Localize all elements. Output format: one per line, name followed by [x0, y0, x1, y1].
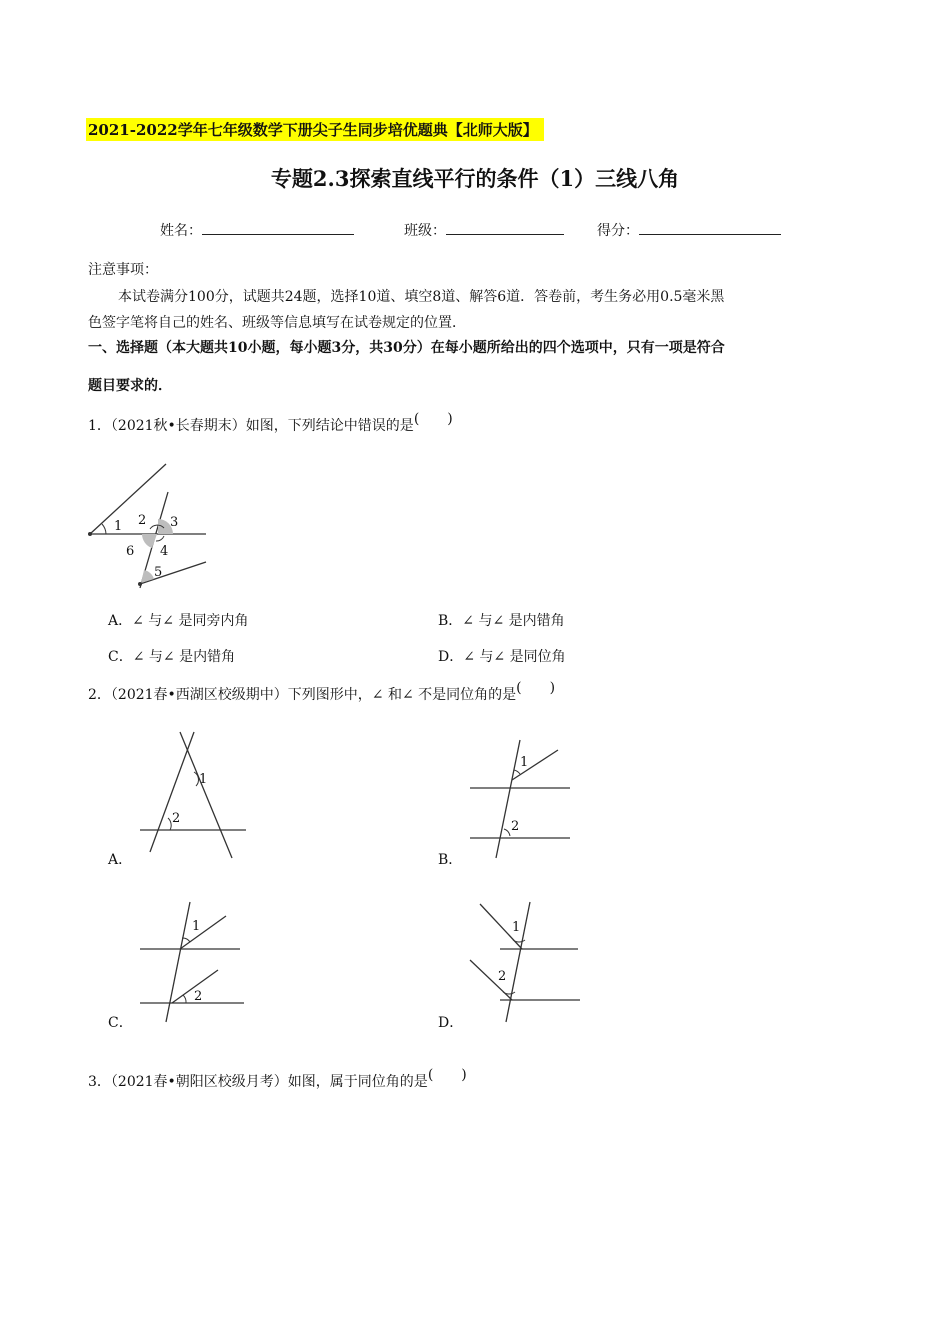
figure-label: 3 [170, 515, 179, 530]
q2-option-a[interactable]: A． [108, 852, 133, 868]
right-line [180, 732, 232, 858]
score-label: 得分： [597, 223, 639, 239]
option-d[interactable] [438, 646, 566, 666]
q2-figure-d [466, 898, 586, 1026]
angle-1-arc [102, 524, 106, 534]
name-blank [202, 222, 354, 235]
figure-label: 4 [160, 544, 169, 559]
figure-label: 1 [192, 919, 201, 934]
question-1 [88, 411, 453, 435]
option-letter: A． [108, 613, 133, 629]
angle-2-arc [183, 995, 186, 1003]
name-label: 姓名： [160, 223, 202, 239]
answer-paren: ( ) [413, 411, 453, 427]
vertex-dot [88, 532, 92, 536]
score-blank [639, 222, 781, 235]
q2-option-b[interactable]: B． [438, 852, 463, 868]
class-blank [446, 222, 564, 235]
question-3-number: 3． [88, 1074, 111, 1090]
option-b[interactable] [438, 610, 565, 630]
figure-label: 2 [498, 969, 507, 984]
angle-1-arc [514, 770, 520, 774]
option-letter: D． [438, 649, 464, 665]
angle-2-arc [168, 818, 171, 830]
option-text: ∠ 与∠ 是同位角 [463, 649, 566, 665]
class-label: 班级： [404, 223, 446, 239]
option-a[interactable] [108, 610, 249, 630]
option-text: ∠ 与∠ 是内错角 [132, 649, 236, 665]
notes-heading: 注意事项： [88, 262, 158, 278]
angle-6-shade [142, 534, 157, 548]
question-1-number: 1． [88, 418, 111, 434]
upper-transversal [90, 464, 166, 534]
q2-figure-c [136, 898, 248, 1026]
question-2-number: 2． [88, 687, 111, 703]
q2-option-d[interactable]: D． [438, 1015, 464, 1031]
figure-label: 1 [520, 755, 529, 770]
question-1-text: （2021秋•长春期末）如图，下列结论中错误的是 [110, 418, 414, 434]
option-text: ∠ 与∠ 是内错角 [462, 613, 565, 629]
question-2 [88, 680, 556, 704]
transversal [496, 740, 520, 858]
figure-label: 6 [126, 544, 135, 559]
series-banner: 2021-2022学年七年级数学下册尖子生同步培优题典【北师大版】 [86, 118, 544, 141]
notes-line-1: 本试卷满分100分，试题共24题，选择10道、填空8道、解答6道．答卷前，考生务必用0.5毫米黑 [118, 289, 725, 305]
answer-paren: ( ) [427, 1067, 467, 1083]
q2-option-c[interactable]: C． [108, 1015, 133, 1031]
q2-figure-a [136, 730, 251, 860]
option-letter: C． [108, 649, 133, 665]
figure-label: 2 [138, 513, 147, 528]
figure-label: 2 [172, 811, 181, 826]
notes-line-2: 色签字笔将自己的姓名、班级等信息填写在试卷规定的位置． [88, 315, 466, 331]
figure-label: 5 [154, 565, 163, 580]
option-letter: B． [438, 613, 463, 629]
question-3-text: （2021春•朝阳区校级月考）如图，属于同位角的是 [110, 1074, 428, 1090]
class-field [404, 220, 564, 240]
q2-figure-b [466, 736, 576, 862]
question-1-figure [84, 462, 214, 592]
figure-label: 2 [511, 819, 520, 834]
figure-label: 1 [199, 772, 208, 787]
page-title: 专题2.3探索直线平行的条件（1）三线八角 [270, 166, 680, 191]
answer-paren: ( ) [516, 680, 556, 696]
ray-1 [180, 916, 226, 949]
option-c[interactable] [108, 646, 235, 666]
angle-2-arc [504, 829, 510, 836]
figure-label: 1 [512, 920, 521, 935]
name-field [160, 220, 354, 240]
score-field [597, 220, 781, 240]
ray-1 [512, 750, 558, 780]
vertex-dot [138, 582, 142, 586]
transversal [166, 902, 190, 1022]
option-text: ∠ 与∠ 是同旁内角 [132, 613, 249, 629]
figure-label: 1 [114, 519, 123, 534]
question-2-text: （2021春•西湖区校级期中）下列图形中，∠ 和∠ 不是同位角的是 [110, 687, 517, 703]
section-heading-line-2: 题目要求的． [88, 378, 172, 394]
section-heading-line-1: 一、选择题（本大题共10小题，每小题3分，共30分）在每小题所给出的四个选项中，只有一项是符合 [88, 340, 725, 356]
angle-4-arc [156, 536, 164, 541]
question-3 [88, 1067, 467, 1091]
figure-label: 2 [194, 989, 203, 1004]
